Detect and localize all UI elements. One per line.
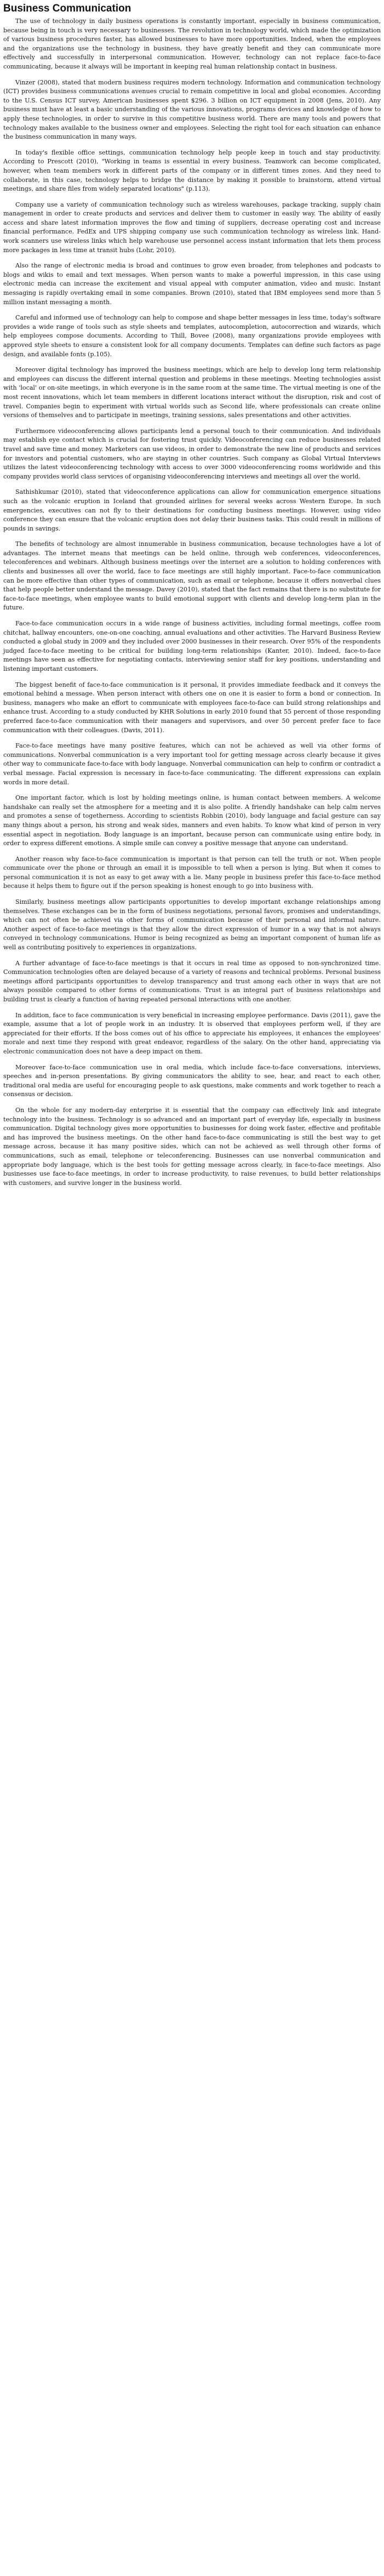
body-paragraph: Another reason why face-to-face communication is important is that person can tell the truth or not. When people communicate over the phone or through an email it is impossible to tell when a person is lying. But when it comes to personal communication it is not as easy to get away with a lie. Many people in business prefer this face-to-face method because it helps them to figure out if the person speaking is honest enough to go into business with. [3, 855, 381, 890]
body-paragraph: In addition, face to face communication is very beneficial in increasing employee performance. Davis (2011), gave the example, assume that a lot of people work in an industry. It is observed that employees perform well, if they are appreciated for their efforts. If the boss comes out of his office to appreciate his employees, it enhances the employees' morale and next time they respond with great endeavor, regardless of the salary. On the other hand, appreciating via electronic communication does not have a deep impact on them. [3, 1011, 381, 1055]
body-paragraph: Face-to-face communication occurs in a wide range of business activities, including formal meetings, coffee room chitchat, hallway encounters, one-on-one coaching, annual evaluations and other activities. The Harvard Business Review conducted a global study in 2009 and they included over 2000 businesses in their research. Over 95% of the respondents judged face-to-face meeting to be critical for building long-term relationships (Kanter, 2010). Indeed, face-to-face meetings have seen as effective for negotiating contacts, interviewing senior staff for key positions, understanding and listening important customers. [3, 620, 381, 673]
body-paragraph: Moreover face-to-face communication use in oral media, which include face-to-face conversations, interviews, speeches and in-person presentations. By giving communicators the ability to see, hear, and react to each other, traditional oral media are useful for encouraging people to ask questions, make comments and work together to reach a consensus or decision. [3, 1063, 381, 1098]
body-paragraph: Furthermore videoconferencing allows participants lend a personal touch to their communication. And individuals may establish eye contact which is crucial for fostering trust quickly. Videoconferencing can reduce businesses related travel and save time and money. Marketers can use videos, in order to demonstrate the new line of products and services for investors and potential customers, who are staying in other countries. Such company as Global Virtual Interviews utilizes the latest videoconferencing technology with access to over 3000 videoconferencing rooms worldwide and this company provides world class services of organising videoconferencing interviews and meetings all over the world. [3, 427, 381, 480]
body-paragraph: Sathishkumar (2010), stated that videoconference applications can allow for communication emergence situations such as the volcanic eruption in Iceland that grounded airlines for several weeks across Western Europe. In such emergencies, executives can not fly to their destinations for conducting business meetings. However, using video conference they can ensure that the volcanic eruption does not delay their business tasks. This could result in millions of pounds in savings. [3, 488, 381, 532]
body-paragraph: Moreover digital technology has improved the business meetings, which are help to develop long term relationship and employees can discuss the different internal question and problems in these meetings. Meeting technologies assist with 'local' or on-site meetings, in which everyone is in the same room at the same time. The virtual meeting is one of the most recent innovations, which let team members in different locations interact without the disruption, risk and cost of travel. Companies begin to experiment with virtual worlds such as Second life, where professionals can create online versions of themselves and to participate in meetings, training sessions, sales presentations and other activities. [3, 366, 381, 419]
body-paragraph: The biggest benefit of face-to-face communication is it personal, it provides immediate feedback and it conveys the emotional behind a message. When person interact with others one on one it is easier to form a bond or connection. In business, managers who make an effort to communicate with employees face-to-face can build strong relationships and enhance trust. According to a study conducted by KHR Solutions in early 2010 found that 55 percent of those responding preferred face-to-face communication with their managers and supervisors, and over 50 percent prefer face to face communication with their colleagues. (Davis, 2011). [3, 681, 381, 734]
document-body [3, 17, 381, 1188]
body-paragraph: Similarly, business meetings allow participants opportunities to develop important exchange relationships among themselves. These exchanges can be in the form of business negotiations, personal favors, promises and understandings, which can not often be achieved via other forms of communication because of their personal and informal nature. Another aspect of face-to-face meetings is that they allow the direct expression of humor in a way that is not always conveyed in technology communications. Humor is being recognized as being an important component of human life as well as contributing positively to experiences in organizations. [3, 898, 381, 951]
body-paragraph: In today's flexible office settings, communication technology help people keep in touch and stay productivity. According to Prescott (2010), "Working in teams is essential in every business. Teamwork can become complicated, however, when team members work in different parts of the company or in different times zones. And they need to collaborate, in this case, technology helps to bridge the distance by making it possible to brainstorm, attend virtual meetings, and share files from widely separated locations" (p.113). [3, 149, 381, 193]
body-paragraph: The benefits of technology are almost innumerable in business communication, because technologies have a lot of advantages. The internet means that meetings can be held online, through web conferences, videoconferences, teleconferences and webinars. Although business meetings over the internet are a solution to holding conferences with clients and businesses all over the world, face to face meetings are still highly important. Face-to-face communication can be more effective than other types of communication, such as email or telephone, because it offers nonverbal clues that help people better understand the message. Davey (2010), stated that the fact remains that there is no substitute for face-to-face meetings, when employee wants to build emotional support with clients and develop long-term plan in the future. [3, 540, 381, 612]
body-paragraph: Company use a variety of communication technology such as wireless warehouses, package tracking, supply chain management in order to create products and services and deliver them to customer in easily way. The ability of easily access and share latest information improves the flow and timing of suppliers, decrease operating cost and increase financial performance. FedEx and UPS shipping company use such communication technology as wireless link. Hand-work scanners use wireless links which help warehouse use personnel access instant information that lets them process more packages in less time at transit hubs (Lohr, 2010). [3, 201, 381, 254]
body-paragraph: Face-to-face meetings have many positive features, which can not be achieved as well via other forms of communications. Nonverbal communication is a very important tool for getting message across clearly because it gives other way to communicate face-to-face with body language. Nonverbal communication can help to confirm or contradict a verbal message. Facial expression is necessary in face-to-face communicating. The different expressions can explain words in more detail. [3, 742, 381, 786]
body-paragraph: Careful and informed use of technology can help to compose and shape better messages in less time, today's software provides a wide range of tools such as style sheets and templates, autocompletion, autocorrection and wizards, which help employees compose documents. According to Thill, Bovee (2008), many organizations provide employees with approved style sheets to ensure a consistent look for all company documents. Templates can define such factors as page design, and available fonts (p.105). [3, 314, 381, 358]
body-paragraph: The use of technology in daily business operations is constantly important, especially in business communication, because being in touch is very necessary to businesses. The revolution in technology world, which made the optimization of various business procedures faster, has allowed businesses to have more opportunities. Indeed, when the employees and the organizations use the technology in business, they have greatly benefit and they can communicate more effectively and successfully in interpersonal communication. However, technology can not replace face-to-face communicating, because it always will be important in keeping real human relationship contact in business. [3, 18, 381, 70]
body-paragraph: A further advantage of face-to-face meetings is that it occurs in real time as opposed to non-synchronized time. Communication technologies often are delayed because of a variety of reasons and technical problems. Personal business meetings afford participants opportunities to develop transparency and trust among each other in ways that are not always possible compared to other forms of communications. Trust is an integral part of business relationships and building trust is clearly a function of having repeated personal interactions with one another. [3, 959, 381, 1003]
body-paragraph: On the whole for any modern-day enterprise it is essential that the company can effectively link and integrate technology into the business. Technology is so advanced and an important part of everyday life, especially in business communication. Digital technology gives more opportunities to businesses for doing work faster, effective and profitable and has improved the business meetings. On the other hand face-to-face communicating is still the best way to get message across, because it has many positive sides, which can not be achieved as well through other forms of communications, such as email, telephone or teleconferencing. Businesses can use nonverbal communication and appropriate body language, which is the best tools for getting message across clearly, in face-to-face meetings. Also businesses use face-to-face meetings, in order to increase productivity, to raise revenues, to build better relationships with customers, and survive longer in the business world. [3, 1106, 381, 1187]
body-paragraph: One important factor, which is lost by holding meetings online, is human contact between members. A welcome handshake can really set the atmosphere for a meeting and it is also polite. A friendly handshake can help calm nerves and promotes a sense of togetherness. According to scientists Robbin (2010), body language and facial gesture can say many things about a person, his strong and weak sides, manners and even habits. To know what kind of person in very essential aspect in negotiation. Body language is an important, because person can communicate using entire body, in order to express different emotions. A simple smile can convey a positive message that anyone can understand. [3, 794, 381, 847]
document-title: Business Communication [3, 3, 131, 14]
body-paragraph: Vinzer (2008), stated that modern business requires modern technology. Information and communication technology (ICT) provides business communications avenues crucial to remain competitive in local and global economies. According to the U.S. Census ICT survey, American businesses spent $296. 3 billion on ICT equipment in 2008 (Jens, 2010). Any business must have at least a basic understanding of the various innovations, programs devices and knowledge of how to apply these technologies, in order to survive in this competitive business world. There are many tools and powers that technology makes available to the business owner and employees. Selecting the right tool for each situation can enhance the business communication in many ways. [3, 78, 381, 141]
body-paragraph: Also the range of electronic media is broad and continues to grow even broader, from telephones and podcasts to blogs and wikis to email and text messages. When person wants to make a powerful impression, in this case using electronic media can increase the excitement and visual appeal with computer animation, video and music. Instant messaging is rapidly overtaking email in some companies. Brown (2010), stated that IBM employees send more than 5 million instant messaging a month. [3, 262, 381, 306]
document-page [0, 0, 384, 1205]
